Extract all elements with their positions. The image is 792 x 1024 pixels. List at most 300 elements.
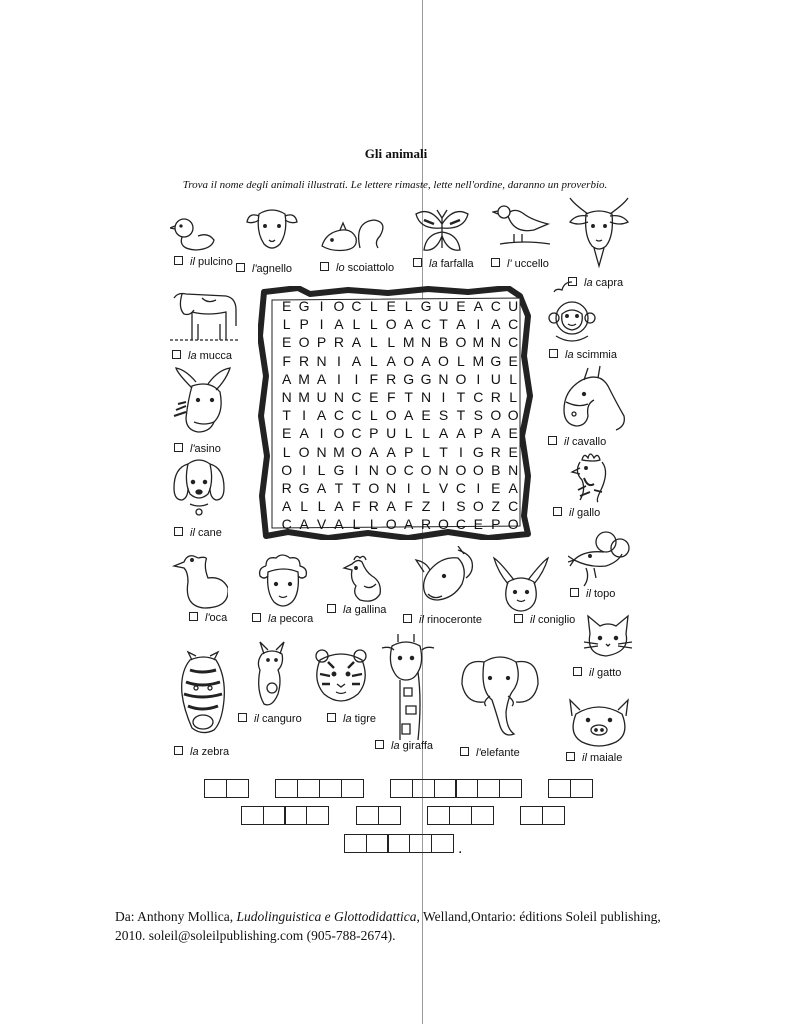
answer-letter-box[interactable] (499, 779, 522, 798)
grid-letter[interactable]: A (491, 425, 501, 442)
checkbox[interactable] (252, 613, 261, 622)
answer-letter-box[interactable] (520, 806, 543, 825)
label-il-gatto: il gatto (573, 667, 621, 680)
answer-word (390, 779, 520, 798)
citation-footer: Da: Anthony Mollica, Ludolinguistica e Glottodidattica, Welland,Ontario: éditions Soleil publishing, 2010. soleil@soleilpublishing.com (905-788-2674). (115, 909, 661, 943)
rhinoceros-drawing (414, 546, 476, 610)
grid-letter[interactable]: A (316, 370, 327, 387)
grid-letter[interactable]: L (369, 298, 378, 314)
grid-letter[interactable]: L (300, 498, 309, 515)
lamb-drawing (245, 206, 301, 256)
answer-letter-box[interactable] (297, 779, 320, 798)
answer-letter-box[interactable] (275, 779, 298, 798)
grid-letter[interactable]: Z (491, 498, 501, 515)
grid-letter[interactable]: A (456, 425, 466, 442)
answer-word (275, 779, 362, 798)
grid-letter[interactable]: N (368, 461, 379, 478)
checkbox[interactable] (549, 349, 558, 358)
chick-drawing (170, 214, 220, 254)
answer-letter-box[interactable] (412, 779, 435, 798)
checkbox[interactable] (573, 667, 582, 676)
grid-letter[interactable]: L (404, 425, 413, 442)
answer-word (204, 779, 247, 798)
grid-letter[interactable]: V (316, 516, 327, 533)
grid-letter[interactable]: E (473, 516, 483, 533)
grid-letter[interactable]: P (299, 316, 309, 333)
answer-letter-box[interactable] (542, 806, 565, 825)
label-l-oca: l'oca (189, 612, 227, 625)
grid-letter[interactable]: A (351, 352, 362, 369)
grid-letter[interactable]: O (438, 516, 449, 533)
grid-row (278, 462, 522, 480)
grid-letter[interactable]: C (455, 479, 466, 496)
grid-letter[interactable]: F (369, 370, 379, 387)
grid-letter[interactable]: A (403, 407, 414, 424)
grid-letter[interactable]: C (421, 316, 432, 333)
grid-row (278, 425, 522, 443)
grid-letter[interactable]: V (438, 479, 449, 496)
grid-letter[interactable]: I (337, 370, 341, 387)
checkbox[interactable] (375, 740, 384, 749)
grid-letter[interactable]: O (385, 316, 397, 333)
grid-letter[interactable]: L (369, 352, 378, 369)
grid-letter[interactable]: S (438, 407, 449, 424)
grid-letter[interactable]: R (490, 443, 501, 460)
answer-letter-box[interactable] (387, 834, 410, 853)
grid-letter[interactable]: F (282, 352, 291, 369)
grid-letter[interactable]: L (422, 479, 430, 496)
sheep-drawing (252, 554, 314, 612)
grid-row (278, 407, 522, 425)
answer-line-1 (204, 779, 592, 798)
grid-letter[interactable]: A (386, 443, 396, 460)
grid-letter[interactable]: C (473, 388, 484, 405)
grid-letter[interactable]: O (438, 352, 449, 369)
bird-drawing (492, 202, 556, 252)
checkbox[interactable] (174, 256, 183, 265)
grid-letter[interactable]: R (333, 334, 345, 351)
word-search-grid (278, 298, 522, 534)
grid-letter[interactable]: M (472, 352, 485, 369)
grid-letter[interactable]: G (420, 298, 432, 314)
checkbox[interactable] (172, 350, 181, 359)
grid-letter[interactable]: R (368, 498, 379, 515)
grid-letter[interactable]: C (351, 407, 362, 424)
grid-letter[interactable]: R (421, 516, 432, 533)
answer-line-2 (241, 806, 564, 825)
grid-letter[interactable]: L (387, 334, 396, 351)
label-la-capra: la capra (568, 277, 623, 290)
grid-letter[interactable]: T (352, 479, 361, 496)
checkbox[interactable] (491, 258, 500, 267)
checkbox[interactable] (174, 527, 183, 536)
grid-letter[interactable]: T (282, 407, 291, 424)
label-il-rinoceronte: il rinoceronte (403, 614, 482, 627)
answer-letter-box[interactable] (366, 834, 389, 853)
grid-letter[interactable]: I (476, 316, 481, 333)
grid-letter[interactable]: A (316, 479, 327, 496)
grid-letter[interactable]: N (421, 334, 432, 351)
grid-letter[interactable]: E (282, 334, 292, 351)
grid-letter[interactable]: L (404, 298, 413, 314)
grid-letter[interactable]: C (351, 298, 362, 314)
checkbox[interactable] (570, 588, 579, 597)
answer-letter-box[interactable] (477, 779, 500, 798)
grid-letter[interactable]: L (352, 516, 361, 533)
grid-letter[interactable]: A (491, 316, 501, 333)
grid-letter[interactable]: C (351, 388, 362, 405)
grid-letter[interactable]: O (455, 461, 467, 478)
horse-drawing (558, 362, 628, 438)
grid-letter[interactable]: T (439, 443, 448, 460)
label-il-maiale: il maiale (566, 752, 622, 765)
grid-letter[interactable]: T (456, 388, 466, 405)
grid-letter[interactable]: L (369, 334, 378, 351)
grid-letter[interactable]: O (281, 461, 293, 478)
grid-letter[interactable]: A (386, 352, 396, 369)
answer-word (520, 806, 563, 825)
checkbox[interactable] (460, 747, 469, 756)
grid-letter[interactable]: L (317, 461, 326, 478)
grid-letter[interactable]: O (385, 461, 397, 478)
grid-letter[interactable]: I (302, 407, 307, 424)
grid-letter[interactable]: M (402, 334, 415, 351)
grid-letter[interactable]: U (490, 370, 501, 387)
grid-letter[interactable]: O (385, 516, 397, 533)
answer-word (356, 806, 399, 825)
answer-word (344, 834, 453, 853)
grid-letter[interactable]: R (299, 352, 310, 369)
grid-letter[interactable]: P (403, 443, 414, 460)
grid-letter[interactable]: O (490, 407, 502, 424)
label-il-cavallo: il cavallo (548, 436, 606, 449)
grid-letter[interactable]: B (491, 461, 501, 478)
grid-letter[interactable]: G (298, 298, 310, 314)
grid-letter[interactable]: A (456, 316, 466, 333)
label-il-cane: il cane (174, 527, 222, 540)
grid-letter[interactable]: T (334, 479, 344, 496)
answer-letter-box[interactable] (548, 779, 571, 798)
label-la-mucca: la mucca (172, 350, 232, 363)
answer-letter-box[interactable] (471, 806, 494, 825)
grid-letter[interactable]: I (441, 388, 446, 405)
grid-letter[interactable]: C (508, 498, 519, 515)
grid-letter[interactable]: O (333, 425, 345, 442)
grid-letter[interactable]: N (490, 334, 501, 351)
grid-letter[interactable]: A (508, 479, 518, 496)
grid-letter[interactable]: I (476, 479, 481, 496)
grid-letter[interactable]: L (369, 316, 378, 333)
checkbox[interactable] (327, 604, 336, 613)
grid-row (278, 334, 522, 352)
grid-letter[interactable]: A (282, 498, 292, 515)
grid-letter[interactable]: I (406, 479, 411, 496)
grid-letter[interactable]: O (403, 352, 415, 369)
grid-letter[interactable]: A (386, 498, 396, 515)
grid-letter[interactable]: A (351, 334, 362, 351)
grid-letter[interactable]: A (299, 516, 309, 533)
grid-letter[interactable]: E (508, 425, 518, 442)
grid-letter[interactable]: B (438, 334, 449, 351)
grid-letter[interactable]: A (421, 352, 431, 369)
grid-letter[interactable]: Z (421, 498, 431, 515)
grid-letter[interactable]: P (473, 425, 483, 442)
checkbox[interactable] (514, 614, 523, 623)
monkey-drawing (546, 280, 598, 348)
grid-letter[interactable]: G (333, 461, 345, 478)
grid-letter[interactable]: E (369, 388, 379, 405)
grid-letter[interactable]: R (490, 388, 501, 405)
grid-letter[interactable]: A (334, 516, 344, 533)
grid-letter[interactable]: N (281, 388, 292, 405)
grid-letter[interactable]: C (490, 298, 501, 314)
grid-letter[interactable]: E (508, 443, 518, 460)
dog-drawing (170, 456, 228, 520)
grid-letter[interactable]: O (350, 443, 362, 460)
grid-letter[interactable]: O (507, 407, 519, 424)
answer-letter-box[interactable] (378, 806, 401, 825)
grid-letter[interactable]: F (386, 388, 396, 405)
answer-letter-box[interactable] (434, 779, 457, 798)
giraffe-drawing (378, 632, 438, 742)
answer-letter-box[interactable] (409, 834, 432, 853)
grid-letter[interactable]: C (508, 316, 519, 333)
answer-letter-box[interactable] (319, 779, 342, 798)
grid-letter[interactable]: I (354, 370, 359, 387)
checkbox[interactable] (238, 713, 247, 722)
grid-letter[interactable]: N (316, 443, 327, 460)
grid-letter[interactable]: C (455, 516, 466, 533)
grid-letter[interactable]: L (509, 388, 518, 405)
grid-letter[interactable]: L (369, 516, 378, 533)
grid-letter[interactable]: R (281, 479, 292, 496)
grid-letter[interactable]: G (403, 370, 415, 387)
grid-letter[interactable]: T (456, 407, 466, 424)
checkbox[interactable] (189, 612, 198, 621)
grid-letter[interactable]: M (333, 443, 345, 460)
grid-letter[interactable]: M (298, 388, 310, 405)
answer-letter-box[interactable] (427, 806, 450, 825)
grid-letter[interactable]: I (319, 425, 324, 442)
checkbox[interactable] (174, 443, 183, 452)
checkbox[interactable] (236, 263, 245, 272)
checkbox[interactable] (320, 262, 329, 271)
grid-letter[interactable]: L (422, 443, 430, 460)
answer-letter-box[interactable] (306, 806, 329, 825)
donkey-drawing (172, 366, 236, 438)
grid-row (278, 371, 522, 389)
grid-letter[interactable]: O (420, 461, 432, 478)
cat-drawing (582, 612, 634, 662)
checkbox[interactable] (174, 746, 183, 755)
grid-letter[interactable]: E (508, 352, 518, 369)
grid-letter[interactable]: L (352, 316, 361, 333)
grid-letter[interactable]: U (316, 388, 327, 405)
answer-period: . (458, 840, 463, 857)
grid-letter[interactable]: U (438, 298, 449, 314)
grid-letter[interactable]: O (298, 443, 310, 460)
grid-letter[interactable]: A (473, 298, 483, 314)
label-la-giraffa: la giraffa (375, 740, 433, 753)
grid-letter[interactable]: P (491, 516, 501, 533)
answer-letter-box[interactable] (341, 779, 364, 798)
grid-letter[interactable]: O (368, 479, 380, 496)
grid-letter[interactable]: L (509, 370, 518, 387)
grid-letter[interactable]: O (455, 370, 467, 387)
tiger-drawing (310, 646, 372, 706)
grid-letter[interactable]: A (403, 316, 414, 333)
zebra-drawing (170, 650, 236, 736)
label-la-zebra: la zebra (174, 746, 229, 759)
grid-letter[interactable]: A (403, 516, 414, 533)
label-l-uccello: l' uccello (491, 258, 549, 271)
grid-letter[interactable]: E (491, 479, 501, 496)
grid-letter[interactable]: O (507, 516, 519, 533)
checkbox[interactable] (548, 436, 557, 445)
grid-letter[interactable]: A (438, 425, 449, 442)
grid-letter[interactable]: C (403, 461, 414, 478)
grid-letter[interactable]: O (472, 498, 484, 515)
pig-drawing (566, 696, 632, 750)
grid-letter[interactable]: E (421, 407, 431, 424)
grid-letter[interactable]: L (317, 498, 326, 515)
grid-letter[interactable]: N (508, 461, 519, 478)
grid-row (278, 498, 522, 516)
grid-letter[interactable]: R (386, 370, 397, 387)
answer-letter-box[interactable] (241, 806, 264, 825)
rooster-drawing (568, 450, 612, 504)
answer-letter-box[interactable] (284, 806, 307, 825)
grid-letter[interactable]: N (421, 388, 432, 405)
grid-letter[interactable]: T (439, 316, 448, 333)
grid-letter[interactable]: P (316, 334, 327, 351)
grid-letter[interactable]: U (386, 425, 397, 442)
grid-row (278, 516, 522, 534)
grid-letter[interactable]: I (476, 370, 481, 387)
grid-letter[interactable]: N (386, 479, 397, 496)
grid-row (278, 298, 522, 316)
label-il-canguro: il canguro (238, 713, 302, 726)
grid-letter[interactable]: L (369, 407, 378, 424)
checkbox[interactable] (568, 277, 577, 286)
grid-letter[interactable]: I (337, 352, 341, 369)
answer-letter-box[interactable] (431, 834, 454, 853)
grid-letter[interactable]: O (298, 334, 310, 351)
checkbox[interactable] (327, 713, 336, 722)
grid-row (278, 444, 522, 462)
grid-letter[interactable]: L (422, 425, 430, 442)
grid-letter[interactable]: T (404, 388, 413, 405)
answer-letter-box[interactable] (344, 834, 367, 853)
grid-letter[interactable]: S (456, 498, 466, 515)
label-lo-scoiattolo: lo scoiattolo (320, 262, 394, 275)
answer-letter-box[interactable] (356, 806, 379, 825)
label-il-pulcino: il pulcino (174, 256, 233, 269)
grid-letter[interactable]: A (334, 498, 344, 515)
grid-letter[interactable]: C (351, 425, 362, 442)
answer-word (548, 779, 591, 798)
grid-row (278, 480, 522, 498)
label-il-topo: il topo (570, 588, 615, 601)
grid-letter[interactable]: O (455, 334, 467, 351)
answer-letter-box[interactable] (204, 779, 227, 798)
grid-letter[interactable]: L (282, 316, 291, 333)
grid-letter[interactable]: G (472, 443, 484, 460)
grid-row (278, 389, 522, 407)
grid-letter[interactable]: O (472, 461, 484, 478)
grid-letter[interactable]: A (282, 370, 292, 387)
grid-letter[interactable]: N (438, 370, 449, 387)
grid-letter[interactable]: L (282, 443, 291, 460)
grid-letter[interactable]: G (490, 352, 502, 369)
label-la-scimmia: la scimmia (549, 349, 617, 362)
grid-letter[interactable]: N (438, 461, 449, 478)
grid-letter[interactable]: E (282, 425, 292, 442)
worksheet-instructions: Trova il nome degli animali illustrati. Le lettere rimaste, lette nell'ordine, daranno un proverbio. (182, 179, 608, 191)
grid-letter[interactable]: A (334, 316, 344, 333)
grid-letter[interactable]: I (458, 443, 463, 460)
grid-letter[interactable]: E (386, 298, 396, 314)
grid-letter[interactable]: U (508, 298, 519, 314)
grid-letter[interactable]: C (333, 407, 345, 424)
answer-line-3 (344, 834, 453, 853)
grid-letter[interactable]: A (316, 407, 327, 424)
grid-letter[interactable]: I (302, 461, 307, 478)
grid-letter[interactable]: S (473, 407, 483, 424)
answer-letter-box[interactable] (455, 779, 478, 798)
checkbox[interactable] (413, 258, 422, 267)
mouse-drawing (568, 528, 632, 588)
grid-letter[interactable]: G (420, 370, 432, 387)
grid-letter[interactable]: N (316, 352, 327, 369)
grid-letter[interactable]: O (333, 298, 345, 314)
grid-letter[interactable]: P (369, 425, 379, 442)
label-la-pecora: la pecora (252, 613, 313, 626)
answer-letter-box[interactable] (449, 806, 472, 825)
grid-letter[interactable]: E (456, 298, 466, 314)
checkbox[interactable] (566, 752, 575, 761)
grid-letter[interactable]: I (441, 498, 446, 515)
answer-letter-box[interactable] (570, 779, 593, 798)
grid-letter[interactable]: L (457, 352, 465, 369)
answer-word (241, 806, 328, 825)
grid-letter[interactable]: M (298, 370, 310, 387)
answer-letter-box[interactable] (390, 779, 413, 798)
label-il-gallo: il gallo (553, 507, 600, 520)
grid-letter[interactable]: O (385, 407, 397, 424)
grid-letter[interactable]: G (298, 479, 310, 496)
label-il-coniglio: il coniglio (514, 614, 575, 627)
grid-letter[interactable]: C (281, 516, 292, 533)
grid-letter[interactable]: I (319, 316, 324, 333)
grid-letter[interactable]: M (472, 334, 485, 351)
goose-drawing (172, 548, 228, 610)
grid-letter[interactable]: E (282, 298, 292, 314)
answer-letter-box[interactable] (226, 779, 249, 798)
grid-letter[interactable]: F (352, 498, 361, 515)
grid-letter[interactable]: C (508, 334, 519, 351)
grid-letter[interactable]: I (319, 298, 324, 314)
grid-letter[interactable]: I (354, 461, 359, 478)
grid-letter[interactable]: N (333, 388, 345, 405)
answer-letter-box[interactable] (263, 806, 286, 825)
checkbox[interactable] (403, 614, 412, 623)
squirrel-drawing (318, 216, 396, 256)
grid-letter[interactable]: A (369, 443, 379, 460)
grid-letter[interactable]: A (299, 425, 309, 442)
checkbox[interactable] (553, 507, 562, 516)
grid-letter[interactable]: F (404, 498, 413, 515)
